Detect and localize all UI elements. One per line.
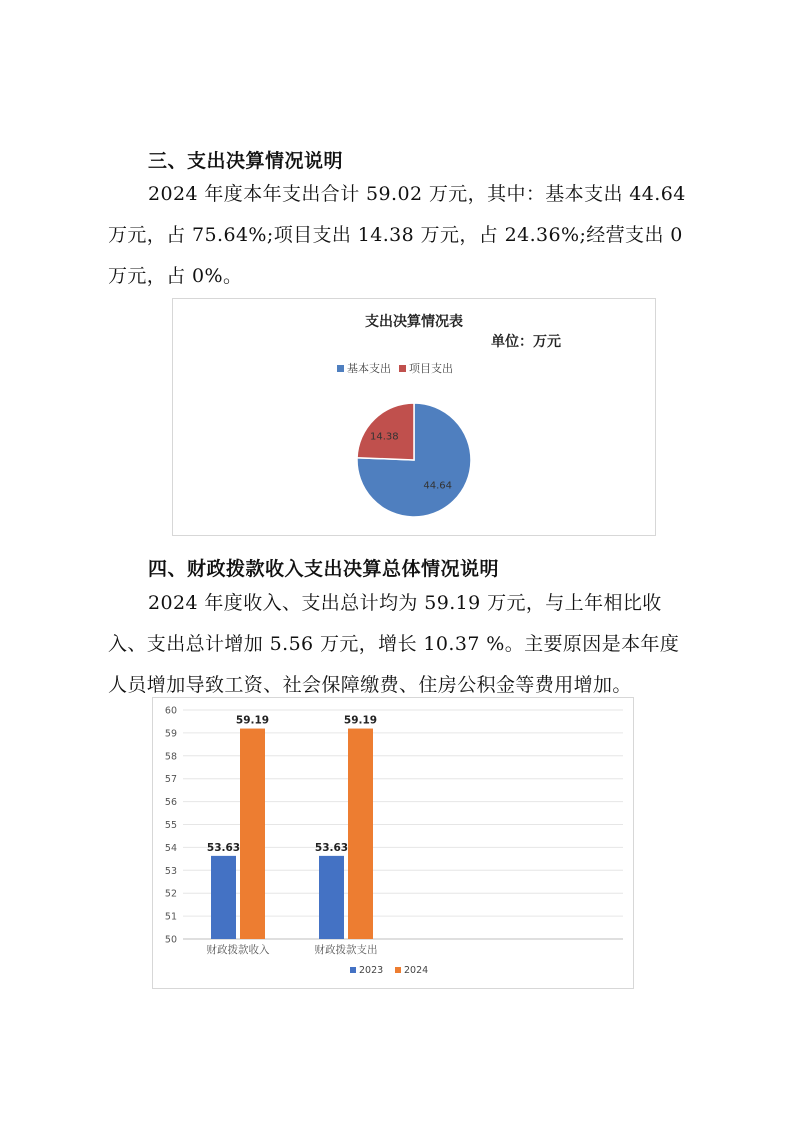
y-tick-label: 59: [164, 728, 177, 740]
bar-value-label: 59.19: [235, 714, 270, 727]
expenditure-pie-chart: [172, 298, 656, 536]
bar-value-label: 53.63: [206, 841, 241, 854]
y-tick-label: 58: [164, 751, 177, 763]
pie-chart-unit: 单位：万元: [491, 334, 561, 350]
bar-chart-plot: [153, 698, 635, 990]
section-4-heading: 四、财政拨款收入支出决算总体情况说明: [148, 558, 500, 580]
x-category-label: 财政拨款支出: [314, 944, 378, 956]
bar-legend-swatch-2023: [350, 967, 356, 973]
y-tick-label: 60: [164, 705, 177, 717]
pie-legend-label-project: 项目支出: [409, 362, 453, 375]
bar-2023-1: [319, 856, 344, 939]
y-tick-label: 53: [164, 865, 177, 877]
y-tick-label: 54: [164, 842, 177, 854]
y-tick-label: 56: [164, 797, 177, 809]
pie-legend-label-basic: 基本支出: [347, 362, 391, 375]
bar-2023-0: [211, 856, 236, 939]
y-tick-label: 51: [164, 911, 177, 923]
pie-slice-label-0: 44.64: [423, 480, 453, 492]
bar-legend-swatch-2024: [395, 967, 401, 973]
x-category-label: 财政拨款收入: [206, 944, 270, 956]
y-tick-label: 50: [164, 934, 177, 946]
section-3-paragraph: [108, 174, 698, 297]
pie-chart-plot: [173, 299, 657, 537]
section-3-heading: 三、支出决算情况说明: [148, 150, 344, 172]
y-tick-label: 57: [164, 774, 177, 786]
bar-value-label: 53.63: [314, 841, 349, 854]
bar-legend-label-2024: 2024: [404, 965, 429, 976]
section-3-text: 2024 年度本年支出合计 59.02 万元，其中：基本支出 44.64 万元，占 75.64%;项目支出 14.38 万元，占 24.36%;经营支出 0 万元，占 0%。: [108, 183, 686, 287]
bar-value-label: 59.19: [343, 714, 378, 727]
y-tick-label: 55: [164, 820, 177, 831]
section-4-text: 2024 年度收入、支出总计均为 59.19 万元，与上年相比收入、支出总计增加 5.56 万元，增长 10.37 %。主要原因是本年度人员增加导致工资、社会保障缴费、住房公积金等费用增加。: [108, 592, 680, 696]
bar-2024-1: [348, 729, 373, 939]
section-4-paragraph: [108, 583, 698, 706]
fiscal-bar-chart: [152, 697, 634, 989]
bar-2024-0: [240, 729, 265, 939]
y-tick-label: 52: [164, 888, 177, 900]
bar-legend-label-2023: 2023: [359, 965, 384, 976]
pie-slice-label-1: 14.38: [369, 431, 399, 443]
pie-chart-title: 支出决算情况表: [365, 314, 463, 330]
